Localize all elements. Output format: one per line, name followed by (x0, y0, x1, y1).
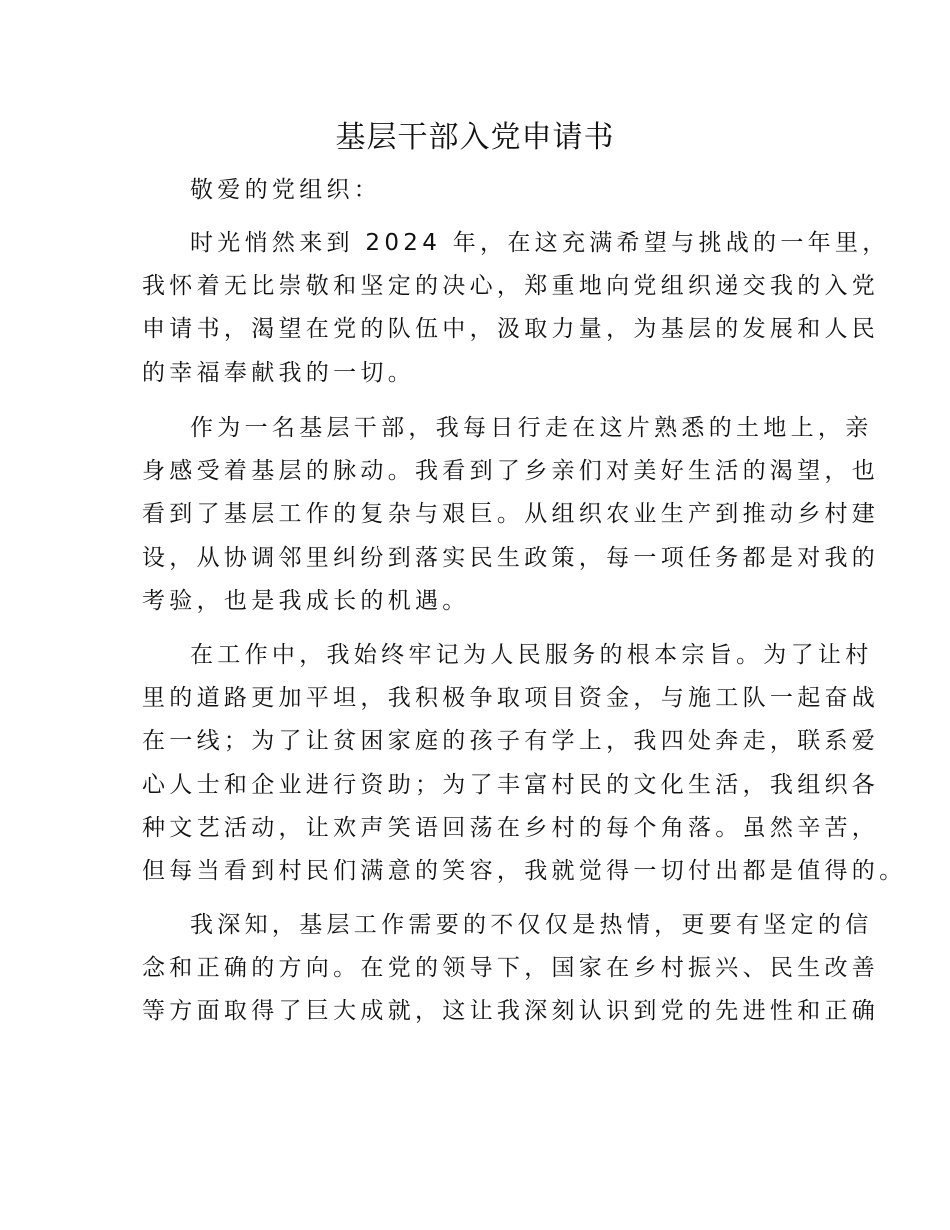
paragraph-line: 时光悄然来到 2024 年，在这充满希望与挑战的一年里， (190, 230, 890, 256)
paragraph-line: 考验，也是我成长的机遇。 (142, 587, 470, 614)
document-title: 基层干部入党申请书 (335, 120, 615, 155)
paragraph-line: 设，从协调邻里纠纷到落实民生政策，每一项任务都是对我的 (142, 544, 880, 571)
paragraph-line: 作为一名基层干部，我每日行走在这片熟悉的土地上，亲 (190, 415, 873, 441)
paragraph-line: 心人士和企业进行资助；为了丰富村民的文化生活，我组织各 (142, 771, 880, 798)
paragraph-line: 在工作中，我始终牢记为人民服务的根本宗旨。为了让村 (190, 642, 873, 668)
paragraph-line: 身感受着基层的脉动。我看到了乡亲们对美好生活的渴望，也 (142, 458, 880, 485)
paragraph-line: 等方面取得了巨大成就，这让我深刻认识到党的先进性和正确 (142, 998, 880, 1025)
paragraph-line: 看到了基层工作的复杂与艰巨。从组织农业生产到推动乡村建 (142, 501, 880, 528)
paragraph-line: 的幸福奉献我的一切。 (142, 359, 415, 386)
paragraph-line: 但每当看到村民们满意的笑容，我就觉得一切付出都是值得的。 (142, 858, 907, 884)
paragraph-line: 我深知，基层工作需要的不仅仅是热情，更要有坚定的信 (190, 912, 873, 938)
paragraph-line: 里的道路更加平坦，我积极争取项目资金，与施工队一起奋战 (142, 685, 880, 712)
paragraph-line: 念和正确的方向。在党的领导下，国家在乡村振兴、民生改善 (142, 955, 880, 982)
paragraph-line: 种文艺活动，让欢声笑语回荡在乡村的每个角落。虽然辛苦， (142, 814, 880, 841)
paragraph-line: 在一线；为了让贫困家庭的孩子有学上，我四处奔走，联系爱 (142, 728, 880, 755)
paragraph-line: 我怀着无比崇敬和坚定的决心，郑重地向党组织递交我的入党 (142, 273, 880, 300)
paragraph-line: 申请书，渴望在党的队伍中，汲取力量，为基层的发展和人民 (142, 316, 880, 343)
salutation: 敬爱的党组织： (190, 177, 382, 203)
